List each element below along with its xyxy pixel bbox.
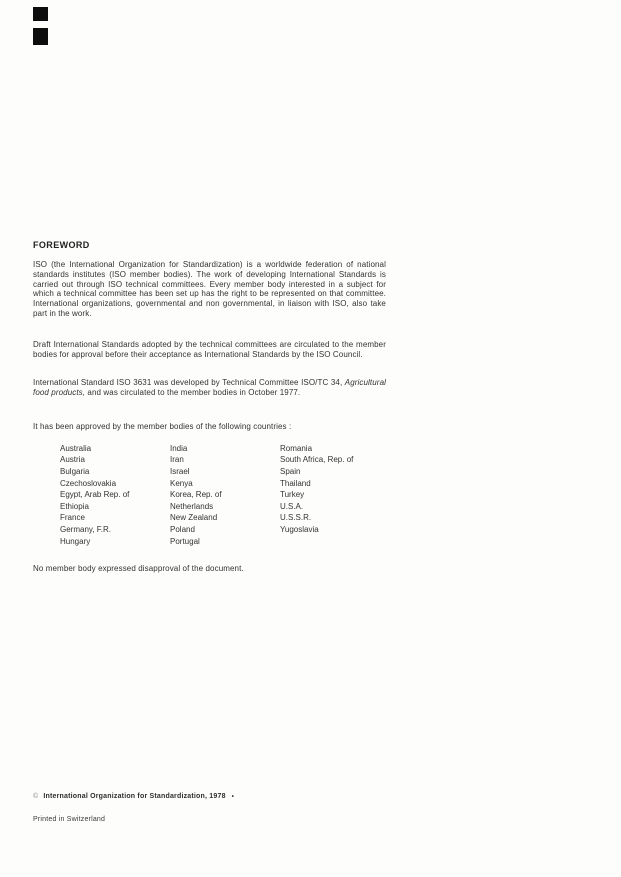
country-list xyxy=(33,443,386,547)
paragraph-text-after: and was circulated to the member bodies in October 1977. xyxy=(85,388,301,398)
committee-subject-italic: Agricultural food products, xyxy=(33,378,386,398)
country-item: Australia xyxy=(60,443,92,453)
copyright-text: International Organization for Standardization, 1978 xyxy=(43,793,226,800)
copyright-icon: © xyxy=(33,793,39,800)
country-column-3 xyxy=(280,443,353,547)
country-item: South Africa, Rep. of xyxy=(280,455,354,465)
country-item: Kenya xyxy=(170,478,193,488)
registration-mark-top xyxy=(33,7,48,21)
country-item: Thailand xyxy=(280,478,311,488)
country-item: Israel xyxy=(170,466,190,476)
country-column-2 xyxy=(170,443,280,547)
country-item: Germany, F.R. xyxy=(60,524,111,534)
page-content xyxy=(33,240,386,574)
country-item: Yugoslavia xyxy=(280,524,319,534)
country-item: U.S.S.R. xyxy=(280,513,312,523)
paragraph-standard-development xyxy=(33,378,386,398)
country-item: Egypt, Arab Rep. of xyxy=(60,490,130,500)
country-item: Iran xyxy=(170,455,184,465)
country-item: U.S.A. xyxy=(280,501,304,511)
country-item: Romania xyxy=(280,443,313,453)
country-item: Hungary xyxy=(60,536,91,546)
approval-intro: It has been approved by the member bodies of the following countries : xyxy=(33,421,292,431)
country-item: Netherlands xyxy=(170,501,214,511)
trailing-mark-icon: • xyxy=(231,794,234,800)
country-item: New Zealand xyxy=(170,513,218,523)
paragraph-iso-description: ISO (the International Organization for Standardization) is a worldwide federation of national standards institutes (ISO member bodies). The work of developing International Standards is carried out through ISO technical committees. Every member body interested in a subject for which a technical committee has been set up has the right to be represented on that committee. International organizations, governmental and non governmental, in liaison with ISO, also take part in the work. xyxy=(33,260,386,318)
country-item: Austria xyxy=(60,455,85,465)
country-item: India xyxy=(170,443,188,453)
country-item: Turkey xyxy=(280,490,305,500)
country-item: France xyxy=(60,513,85,523)
paragraph-draft-standards: Draft International Standards adopted by the technical committees are circulated to the member bodies for approval before their acceptance as International Standards by the ISO Council. xyxy=(33,339,386,359)
page-title: FOREWORD xyxy=(33,240,90,250)
copyright-line xyxy=(33,792,234,802)
country-item: Korea, Rep. of xyxy=(170,490,222,500)
printed-note: Printed in Switzerland xyxy=(33,816,106,823)
paragraph-text-before: International Standard ISO 3631 was developed by Technical Committee ISO/TC 34, xyxy=(33,378,345,388)
country-item: Bulgaria xyxy=(60,466,90,476)
registration-mark-bottom xyxy=(33,28,48,45)
country-item: Spain xyxy=(280,466,301,476)
country-column-1 xyxy=(60,443,170,547)
country-item: Ethiopia xyxy=(60,501,89,511)
country-item: Czechoslovakia xyxy=(60,478,117,488)
country-item: Poland xyxy=(170,524,195,534)
disapproval-note: No member body expressed disapproval of the document. xyxy=(33,564,244,574)
country-item: Portugal xyxy=(170,536,200,546)
